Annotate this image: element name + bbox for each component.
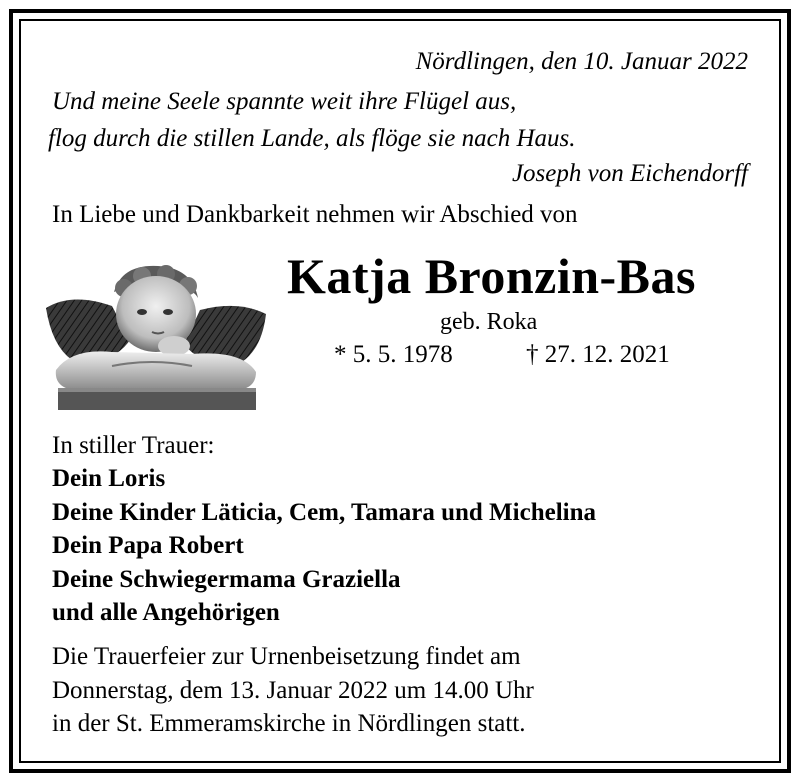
poem-author: Joseph von Eichendorff xyxy=(511,160,748,187)
farewell-intro: In Liebe und Dankbarkeit nehmen wir Abschied von xyxy=(52,201,578,228)
mourner-line: Deine Schwiegermama Graziella xyxy=(52,566,401,593)
cherub-angel-icon xyxy=(42,262,268,414)
place-date: Nördlingen, den 10. Januar 2022 xyxy=(415,48,748,75)
deceased-name: Katja Bronzin-Bas xyxy=(287,248,696,304)
mourner-line: Deine Kinder Läticia, Cem, Tamara und Michelina xyxy=(52,499,596,526)
maiden-name: geb. Roka xyxy=(440,309,538,335)
mourners-heading: In stiller Trauer: xyxy=(52,432,215,459)
service-line: in der St. Emmeramskirche in Nördlingen statt. xyxy=(52,710,526,737)
poem-line-2: flog durch die stillen Lande, als flöge sie nach Haus. xyxy=(48,125,576,152)
birth-date: * 5. 5. 1978 xyxy=(334,341,453,368)
death-date: † 27. 12. 2021 xyxy=(526,341,670,368)
mourner-line: Dein Papa Robert xyxy=(52,532,244,559)
poem-line-1: Und meine Seele spannte weit ihre Flügel aus, xyxy=(52,88,517,115)
mourner-line: und alle Angehörigen xyxy=(52,599,280,626)
service-line: Die Trauerfeier zur Urnenbeisetzung findet am xyxy=(52,643,521,670)
service-line: Donnerstag, dem 13. Januar 2022 um 14.00 Uhr xyxy=(52,677,534,704)
mourner-line: Dein Loris xyxy=(52,465,166,492)
